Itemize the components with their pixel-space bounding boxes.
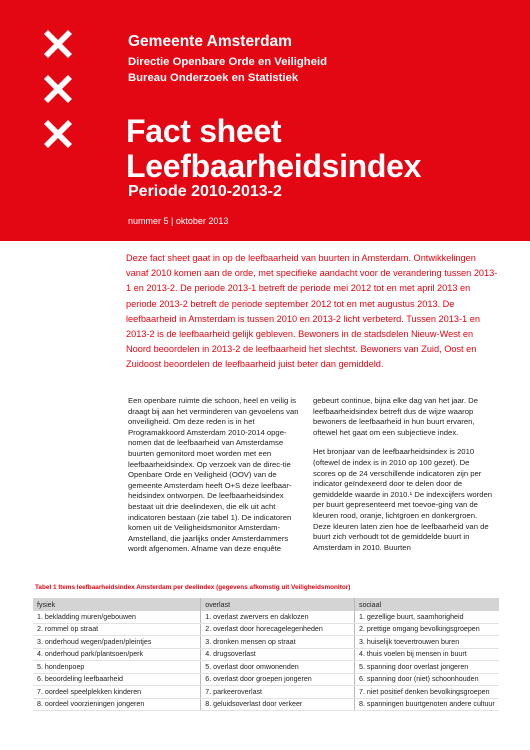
table-cell: 4. drugsoverlast (201, 648, 355, 661)
table-cell: 4. onderhoud park/plantsoen/perk (33, 648, 201, 661)
body-paragraph: Een openbare ruimte die schoon, heel en veilig is draagt bij aan het verminderen van gevoelens van onveiligheid. Om deze reden is in het Programakkoord Amsterdam 2010-2014 opge-nomen dat de leefbaarheid van Amsterdamse buurten gemonitord moet worden met een leefbaarheidsindex. Op verzoek van de direc-tie Openbare Orde en Veiligheid (OOV) van de gemeente Amsterdam heeft O+S deze leefbaar-heidsindex ontworpen. De leefbaarheidsindex bestaat uit drie deelindexen, die elk uit acht indicatoren bestaan (zie tabel 1). De indicatoren komen uit de Veiligheidsmonitor Amsterdam-Amstelland, die jaarlijks onder Amsterdammers wordt afgenomen. Afname van deze enquête (128, 396, 299, 554)
organization-block (128, 33, 327, 86)
table-cell: 1. bekladding muren/gebouwen (33, 611, 201, 623)
table-cell: 2. rommel op straat (33, 623, 201, 636)
table-header-row (33, 598, 499, 611)
page-subtitle: Periode 2010-2013-2 (128, 183, 282, 200)
table-header-cell: sociaal (355, 598, 499, 611)
table-row (33, 686, 499, 699)
items-table (33, 598, 499, 711)
table-cell: 6. beoordeling leefbaarheid (33, 673, 201, 686)
table-cell: 8. geluidsoverlast door verkeer (201, 698, 355, 711)
city-logo (44, 30, 72, 165)
table-cell: 6. overlast door groepen jongeren (201, 673, 355, 686)
body-column-right (313, 396, 493, 562)
andreas-cross-icon (44, 120, 72, 148)
table-row (33, 648, 499, 661)
organization-name: Gemeente Amsterdam (128, 33, 292, 50)
table-cell: 5. hondenpoep (33, 661, 201, 674)
table-row (33, 623, 499, 636)
table-cell: 2. prettige omgang bevolkingsgroepen (355, 623, 499, 636)
table-row (33, 661, 499, 674)
issue-info: nummer 5 | oktober 2013 (128, 216, 229, 226)
table-caption: Tabel 1 Items leefbaarheidsindex Amsterdam per deelindex (gegevens afkomstig uit Veiligheidsmonitor) (35, 584, 351, 591)
intro-paragraph: Deze fact sheet gaat in op de leefbaarheid van buurten in Amsterdam. Ontwikkelingen vanaf 2010 komen aan de orde, met specifieke aandacht voor de verandering tussen 2013-1 en 2013-2. De periode 2013-1 betreft de periode mei 2012 tot en met april 2013 en periode 2013-2 betreft de periode september 2012 tot en met augustus 2013. De leefbaarheid in Amsterdam is tussen 2010 en 2013-2 licht verbeterd. Tussen 2013-1 en 2013-2 is de leefbaarheid gelijk gebleven. Bewoners in de stadsdelen Nieuw-West en Noord beoordelen in 2013-2 de leefbaarheid het slechtst. Bewoners van Zuid, Oost en Zuidoost beoordelen de leefbaarheid juist beter dan gemiddeld. (126, 253, 498, 370)
table-cell: 4. thuis voelen bij mensen in buurt (355, 648, 499, 661)
bureau-name: Bureau Onderzoek en Statistiek (128, 72, 299, 84)
andreas-cross-icon (44, 30, 72, 58)
table-cell: 5. spanning door overlast jongeren (355, 661, 499, 674)
table-cell: 3. huiselijk toevertrouwen buren (355, 636, 499, 649)
table-cell: 7. niet positief denken bevolkingsgroepen (355, 686, 499, 699)
table-cell: 1. gezellige buurt, saamhorigheid (355, 611, 499, 623)
body-paragraph: gebeurt continue, bijna elke dag van het jaar. De leefbaarheidsindex betreft dus de wijze waarop bewoners de leefbaarheid in hun buurt ervaren, oftewel het gaat om een subjectieve index. (313, 396, 478, 437)
table-cell: 8. spanningen buurtgenoten andere cultuur (355, 698, 499, 711)
title-line-2: Leefbaarheidsindex (126, 148, 422, 184)
table-row (33, 673, 499, 686)
table-cell: 2. overlast door horecagelegenheden (201, 623, 355, 636)
table-row (33, 611, 499, 623)
table-header-cell: overlast (201, 598, 355, 611)
header-banner (0, 0, 530, 241)
page-title (126, 114, 421, 184)
table-cell: 5. overlast door omwonenden (201, 661, 355, 674)
table-cell: 3. dronken mensen op straat (201, 636, 355, 649)
title-line-1: Fact sheet (126, 113, 282, 149)
table-cell: 3. onderhoud wegen/paden/pleintjes (33, 636, 201, 649)
table-cell: 8. oordeel voorzieningen jongeren (33, 698, 201, 711)
table-cell: 7. oordeel speelplekken kinderen (33, 686, 201, 699)
andreas-cross-icon (44, 75, 72, 103)
table-cell: 7. parkeeroverlast (201, 686, 355, 699)
department-name: Directie Openbare Orde en Veiligheid (128, 56, 328, 68)
table-row (33, 698, 499, 711)
table-row (33, 636, 499, 649)
table-cell: 6. spanning door (niet) schoonhouden (355, 673, 499, 686)
body-column-left (128, 396, 308, 564)
table-header-cell: fysiek (33, 598, 201, 611)
table-cell: 1. overlast zwervers en daklozen (201, 611, 355, 623)
body-paragraph: Het bronjaar van de leefbaarheidsindex is 2010 (oftewel de index is in 2010 op 100 gezet). De scores op de 24 verschillende indicatoren zijn per indicator geïndexeerd door te delen door de gemiddelde waarde in 2010.¹ De indexcijfers worden per buurt gepresenteerd met toevoe-ging van de kleuren rood, oranje, lichtgroen en donkergroen. Deze kleuren laten zien hoe de leefbaarheid van de buurt zich verhoudt tot de gemiddelde buurt in Amsterdam in 2010. Buurten (313, 447, 493, 552)
